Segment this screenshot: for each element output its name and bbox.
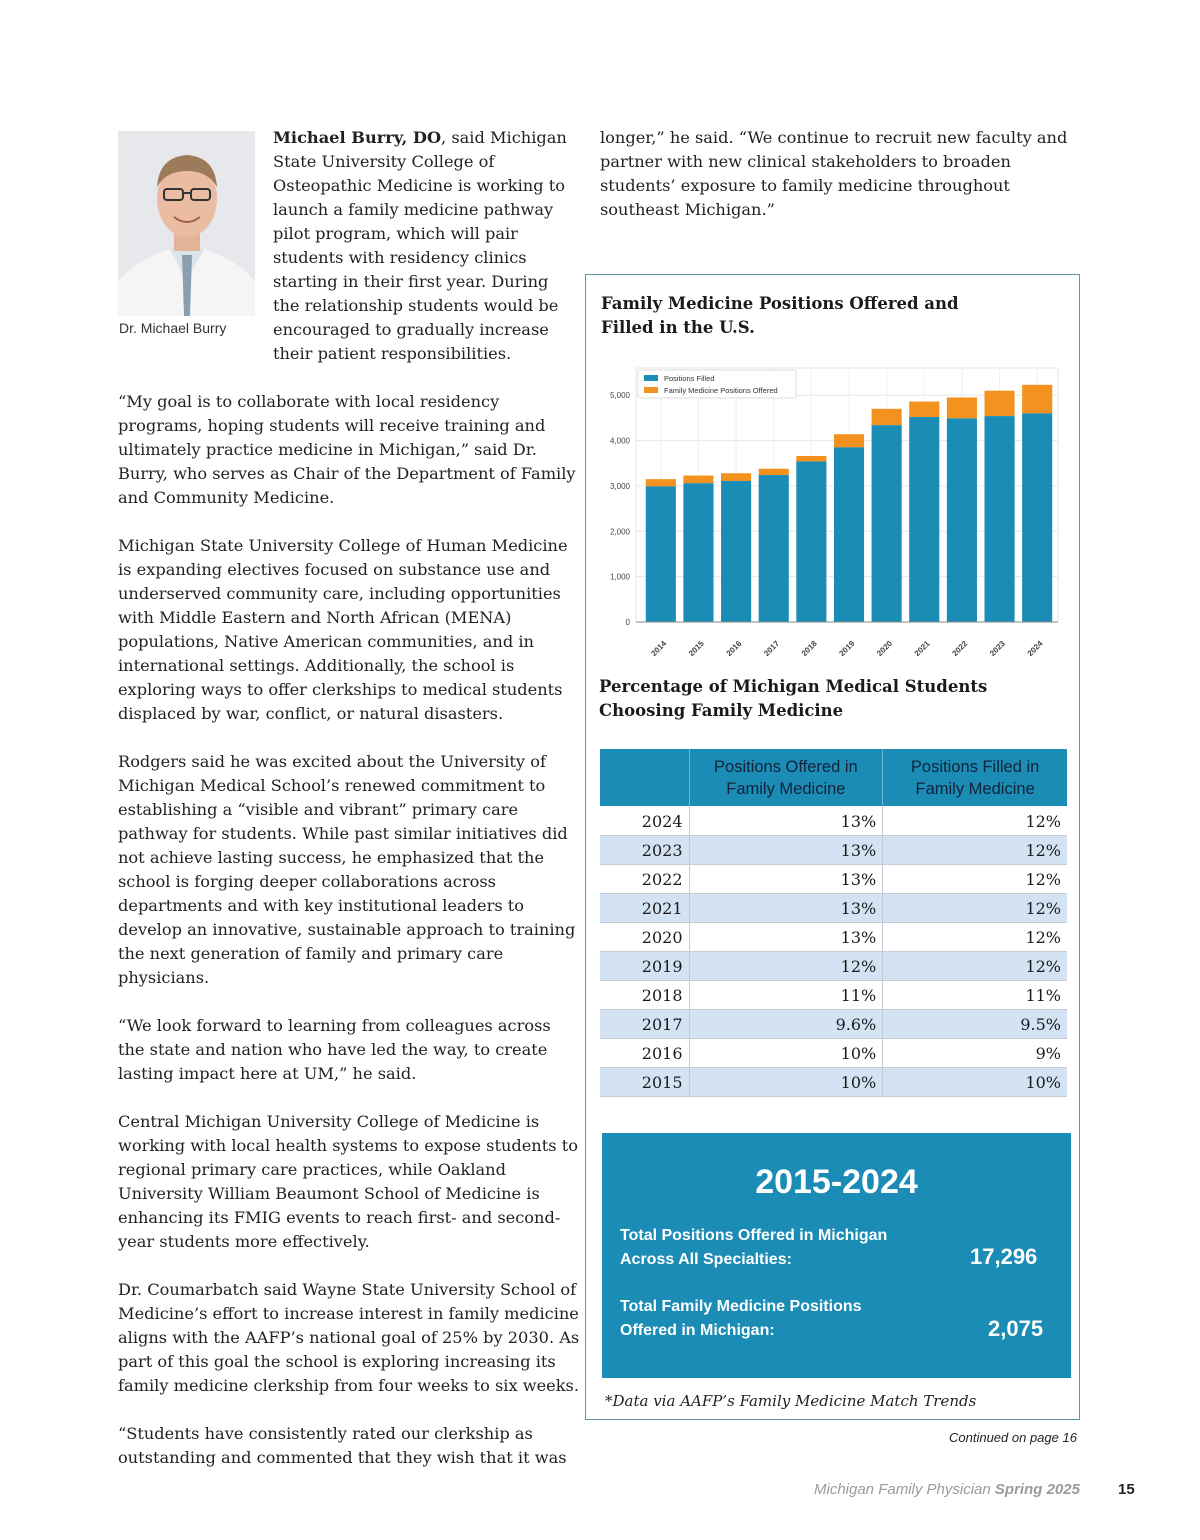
table-row: [600, 980, 1067, 1009]
legend-label-filled: Positions Filled: [664, 374, 715, 383]
continued-link[interactable]: Continued on page 16: [949, 1430, 1077, 1445]
bar-filled: [646, 486, 676, 622]
table-cell-filled: 12%: [883, 806, 1067, 835]
table-row: [600, 922, 1067, 951]
table-row: [600, 806, 1067, 835]
table-cell-offered: 11%: [689, 980, 883, 1009]
table-cell-year: 2018: [600, 980, 689, 1009]
x-tick-label: 2020: [875, 639, 895, 658]
x-tick-label: 2023: [988, 639, 1007, 658]
data-source-footnote: *Data via AAFP’s Family Medicine Match Trends: [605, 1392, 977, 1410]
bar-offered: [1022, 385, 1052, 414]
table-cell-offered: 10%: [689, 1067, 883, 1096]
table-cell-year: 2015: [600, 1067, 689, 1096]
summary-label-line: Offered in Michigan:: [620, 1322, 775, 1339]
table-cell-filled: 12%: [883, 835, 1067, 864]
intro-name: Michael Burry, DO: [273, 128, 442, 147]
footer-issue: Spring 2025: [994, 1481, 1080, 1498]
table-cell-offered: 13%: [689, 806, 883, 835]
x-tick-label: 2015: [686, 639, 706, 658]
y-tick-label: 2,000: [609, 527, 630, 537]
bar-filled: [759, 475, 789, 622]
body-paragraph: “Students have consistently rated our clerkship as outstanding and commented that they wish that it was: [118, 1424, 567, 1467]
y-tick-label: 4,000: [609, 436, 630, 446]
bar-filled: [984, 416, 1014, 622]
table-cell-year: 2023: [600, 835, 689, 864]
bar-filled: [909, 417, 939, 622]
table-body: [600, 806, 1067, 1096]
table-cell-offered: 13%: [689, 835, 883, 864]
bar-filled: [834, 447, 864, 622]
table-row: [600, 1067, 1067, 1096]
x-tick-label: 2014: [649, 639, 669, 658]
table-cell-filled: 9%: [883, 1038, 1067, 1067]
table-cell-offered: 13%: [689, 922, 883, 951]
bar-filled: [721, 481, 751, 622]
bar-filled: [947, 418, 977, 622]
x-tick-label: 2021: [912, 639, 932, 658]
bar-offered: [721, 473, 751, 481]
bar-offered: [872, 409, 902, 425]
chart-title: Family Medicine Positions Offered and Filled in the U.S.: [601, 294, 959, 337]
bar-offered: [646, 479, 676, 486]
table-row: [600, 864, 1067, 893]
summary-label-fm-positions: [620, 1295, 940, 1343]
bar-offered: [984, 391, 1014, 416]
x-tick-label: 2017: [762, 639, 782, 658]
table-header-offered: Positions Offered in Family Medicine: [689, 749, 883, 806]
body-paragraph: “We look forward to learning from colleagues across the state and nation who have led the way, to create lasting impact here at UM,” he said.: [118, 1016, 551, 1083]
table-row: [600, 1038, 1067, 1067]
summary-range: 2015-2024: [755, 1163, 918, 1201]
y-tick-label: 5,000: [609, 391, 630, 401]
body-paragraph: Michigan State University College of Human Medicine is expanding electives focused on substance use and underserved community care, including opportunities with Middle Eastern and North African (MENA) populations, Native American communities, and in international settings. Additionally, the school is exploring ways to offer clerkships to medical students displaced by war, conflict, or natural disasters.: [118, 536, 568, 723]
x-tick-label: 2019: [837, 639, 857, 658]
table-cell-filled: 9.5%: [883, 1009, 1067, 1038]
table-cell-offered: 10%: [689, 1038, 883, 1067]
summary-label-line: Across All Specialties:: [620, 1251, 792, 1268]
summary-box: [602, 1133, 1071, 1378]
table-cell-year: 2021: [600, 893, 689, 922]
table-cell-filled: 11%: [883, 980, 1067, 1009]
table-cell-year: 2022: [600, 864, 689, 893]
table-header-filled: Positions Filled in Family Medicine: [883, 749, 1067, 806]
bar-offered: [796, 456, 826, 461]
summary-label-total-positions: [620, 1224, 940, 1272]
table-row: [600, 835, 1067, 864]
intro-text: , said Michigan State University College of Osteopathic Medicine is working to launch a family medicine pathway pilot program, which will pair students with residency clinics starting in their first year. During the relationship students would be encouraged to gradually increase their patient responsibilities.: [273, 128, 567, 363]
bar-offered: [947, 397, 977, 418]
bar-filled: [683, 483, 713, 622]
page-number: 15: [1118, 1481, 1135, 1498]
y-tick-label: 0: [625, 618, 630, 627]
footer-publication: [814, 1481, 1080, 1498]
y-tick-label: 3,000: [609, 481, 630, 491]
table-cell-filled: 12%: [883, 922, 1067, 951]
table-header-year: [600, 749, 689, 806]
bar-offered: [759, 469, 789, 475]
x-tick-label: 2022: [950, 639, 970, 658]
summary-value-fm-positions: 2,075: [988, 1316, 1044, 1341]
left-column-body: [118, 390, 580, 1494]
legend-label-offered: Family Medicine Positions Offered: [664, 386, 778, 395]
bar-offered: [683, 475, 713, 483]
summary-label-line: Total Family Medicine Positions: [620, 1298, 862, 1315]
bar-offered: [834, 434, 864, 447]
doctor-portrait: [118, 131, 255, 316]
positions-bar-chart: [592, 360, 1072, 660]
table-cell-year: 2024: [600, 806, 689, 835]
legend-swatch-filled: [644, 375, 658, 381]
bar-filled: [796, 461, 826, 622]
right-column-text: longer,” he said. “We continue to recruit new faculty and partner with new clinical stakeholders to broaden students’ exposure to family medicine throughout southeast Michigan.”: [600, 128, 1068, 219]
table-cell-filled: 12%: [883, 951, 1067, 980]
intro-paragraph: [273, 126, 578, 366]
table-cell-offered: 13%: [689, 893, 883, 922]
table-cell-filled: 12%: [883, 864, 1067, 893]
legend-swatch-offered: [644, 387, 658, 393]
percentage-table: [600, 749, 1067, 1097]
table-title: Percentage of Michigan Medical Students Choosing Family Medicine: [599, 677, 988, 720]
table-header-row: [600, 749, 1067, 806]
photo-caption: Dr. Michael Burry: [119, 320, 227, 336]
table-cell-offered: 12%: [689, 951, 883, 980]
table-cell-year: 2019: [600, 951, 689, 980]
footer-publication-name: Michigan Family Physician: [814, 1481, 991, 1498]
x-tick-label: 2018: [799, 639, 819, 658]
y-tick-label: 1,000: [609, 572, 630, 582]
body-paragraph: Rodgers said he was excited about the University of Michigan Medical School’s renewed commitment to establishing a “visible and vibrant” primary care pathway for students. While past similar initiatives did not achieve lasting success, he emphasized that the school is forging deeper collaborations across departments and with key institutional leaders to develop an innovative, sustainable approach to training the next generation of family and primary care physicians.: [118, 752, 576, 987]
x-tick-label: 2024: [1025, 639, 1045, 658]
table-row: [600, 1009, 1067, 1038]
body-paragraph: “My goal is to collaborate with local residency programs, hoping students will receive training and ultimately practice medicine in Michigan,” said Dr. Burry, who serves as Chair of the Department of Family and Community Medicine.: [118, 392, 576, 507]
table-cell-year: 2020: [600, 922, 689, 951]
body-paragraph: Dr. Coumarbatch said Wayne State University School of Medicine’s effort to increase interest in family medicine aligns with the AAFP’s national goal of 25% by 2030. As part of this goal the school is exploring increasing its family medicine clerkship from four weeks to six weeks.: [118, 1280, 580, 1395]
table-cell-offered: 9.6%: [689, 1009, 883, 1038]
summary-value-total-positions: 17,296: [970, 1244, 1038, 1269]
bar-filled: [872, 425, 902, 622]
table-cell-filled: 10%: [883, 1067, 1067, 1096]
bar-offered: [909, 402, 939, 417]
table-row: [600, 893, 1067, 922]
table-cell-year: 2017: [600, 1009, 689, 1038]
body-paragraph: Central Michigan University College of Medicine is working with local health systems to expose students to regional primary care practices, while Oakland University William Beaumont School of Medicine is enhancing its FMIG events to reach first- and second-year students more effectively.: [118, 1112, 578, 1251]
x-tick-label: 2016: [724, 639, 744, 658]
bar-filled: [1022, 413, 1052, 622]
table-cell-year: 2016: [600, 1038, 689, 1067]
table-cell-filled: 12%: [883, 893, 1067, 922]
table-row: [600, 951, 1067, 980]
summary-label-line: Total Positions Offered in Michigan: [620, 1227, 888, 1244]
table-cell-offered: 13%: [689, 864, 883, 893]
